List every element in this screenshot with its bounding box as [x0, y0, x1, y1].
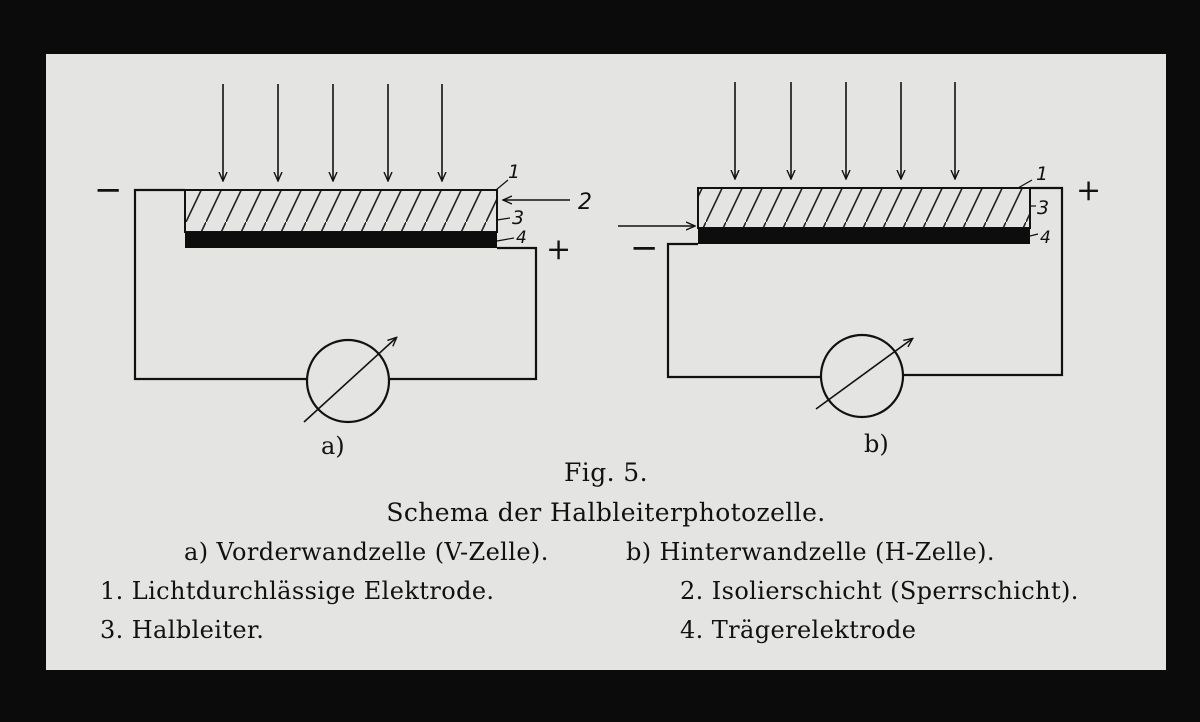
minus-sign-a: − — [94, 170, 123, 210]
sublabel-a: a) — [321, 432, 345, 460]
label-b-1: 1 — [1036, 163, 1049, 185]
layers-a — [185, 190, 497, 248]
legend-item-2: 2. Isolierschicht (Sperrschicht). — [680, 577, 1079, 605]
legend-item-3: 3. Halbleiter. — [100, 616, 265, 644]
plus-sign-a: + — [546, 232, 572, 267]
plus-sign-b: + — [1076, 173, 1102, 208]
figure-title: Schema der Halbleiterphotozelle. — [386, 498, 826, 527]
label-a-3: 3 — [512, 207, 525, 229]
cell-a — [94, 84, 592, 460]
subtitle-b: b) Hinterwandzelle (H-Zelle). — [626, 538, 995, 566]
subtitle-a: a) Vorderwandzelle (V-Zelle). — [184, 538, 549, 566]
cell-b — [618, 82, 1101, 458]
sublabel-b: b) — [864, 430, 889, 458]
label-a-4: 4 — [516, 228, 527, 248]
label-a-2: 2 — [578, 190, 592, 215]
label-a-1: 1 — [508, 161, 521, 183]
layer-numbers-b — [1036, 163, 1051, 248]
galvanometer-a — [304, 338, 396, 422]
figure-number: Fig. 5. — [564, 458, 648, 487]
legend-item-1: 1. Lichtdurchlässige Elektrode. — [100, 577, 495, 605]
label-b-3: 3 — [1037, 197, 1050, 219]
legend-item-4: 4. Trägerelektrode — [680, 616, 917, 644]
layers-b — [698, 188, 1030, 244]
light-arrows-a — [223, 84, 442, 180]
galvanometer-b — [816, 335, 912, 417]
minus-sign-b: − — [630, 228, 659, 268]
light-arrows-b — [735, 82, 955, 178]
label-b-4: 4 — [1040, 228, 1051, 248]
lantern-slide — [46, 54, 1166, 670]
